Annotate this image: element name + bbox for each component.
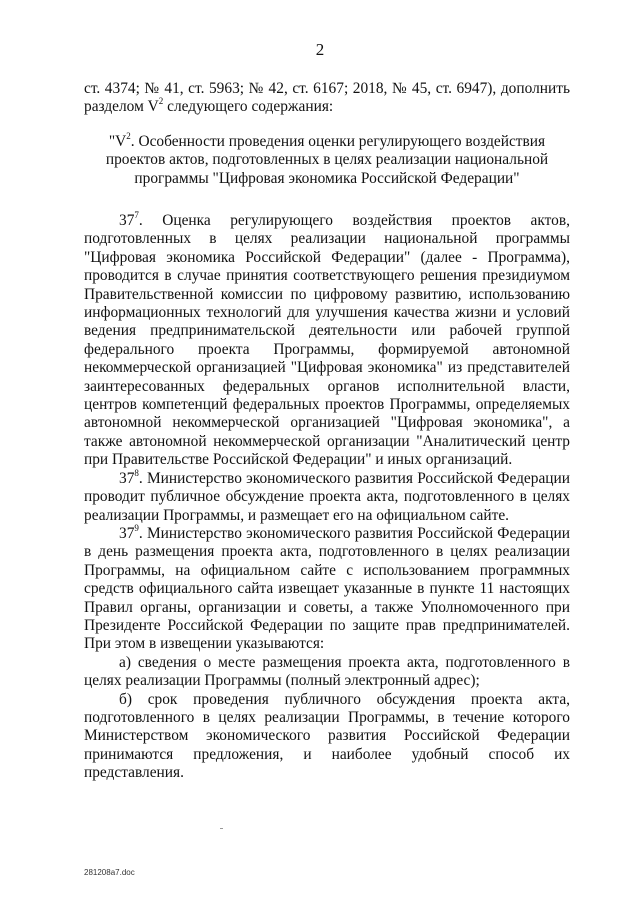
paragraph-37-7 (84, 212, 570, 470)
paragraph-number-sup: 7 (134, 210, 139, 220)
intro-line-2-pre: разделом V (84, 98, 159, 116)
section-content (84, 212, 570, 783)
paragraph-number-sup: 9 (134, 522, 139, 533)
intro-line-2-sup: 2 (158, 96, 164, 107)
paragraph-37-8 (84, 467, 570, 525)
subitem-b (84, 691, 570, 783)
paragraph-text: . Оценка регулирующего воздействия проектов актов, подготовленных в целях реализации национальной программы "Цифровая экономика Российской Федерации" (далее - Программа), проводится в случае принятия соответствующего решения президиумом Правительственной комиссии по цифровому развитию, использованию информационных технологий для улучшения качества жизни и условий ведения предпринимательской деятельности или рабочей группой федерального проекта Программы, формируемой автономной некоммерческой организацией "Цифровая экономика" из представителей заинтересованных федеральных органов исполнительной власти, центров компетенций федеральных проектов Программы, определяемых автономной некоммерческой организацией "Цифровая экономика", а также автономной некоммерческой организации "Аналитический центр при Правительстве Российской Федерации" и иных организаций. (84, 212, 570, 469)
intro-line-2-post: следующего содержания: (163, 98, 334, 116)
subitem-text: б) срок проведения публичного обсуждения проекта акта, подготовленного в целях реализации Программы, в течение которого Министерством экономического развития Российской Федерации принимаются предложения, и наиболее удобный способ их представления. (84, 690, 570, 782)
document-code-footer: 281208а7.doc (84, 868, 135, 877)
page-number: 2 (315, 40, 325, 59)
intro-line-2 (84, 98, 333, 115)
paragraph-number: 37 (119, 524, 135, 542)
paragraph-text: . Министерство экономического развития Российской Федерации проводит публичное обсуждение проекта акта, подготовленного в целях реализации Программы, и размещает его на официальном сайте. (84, 469, 570, 524)
paragraph-text: . Министерство экономического развития Российской Федерации в день размещения проекта акта, подготовленного в целях реализации Программы, на официальном сайте с использованием программных средств официального сайта извещает указанные в пункте 11 настоящих Правил органы, организации и советы, а также Уполномоченного при Президенте Российской Федерации по защите прав предпринимателей. При этом в извещении указываются: (84, 524, 570, 653)
paragraph-37-9 (84, 522, 570, 654)
intro-text (84, 80, 570, 117)
subitem-text: а) сведения о месте размещения проекта акта, подготовленного в целях реализации Программы (полный электронный адрес); (84, 653, 570, 690)
section-heading-sup: 2 (126, 131, 131, 141)
paragraph-number-sup: 8 (134, 467, 139, 478)
section-heading-pre: "V (108, 133, 127, 150)
section-heading-text: . Особенности проведения оценки регулирующего воздействия проектов актов, подготовленных в целях реализации национальной программы "Цифровая экономика Российской Федерации" (105, 133, 549, 187)
paragraph-number: 37 (119, 469, 135, 487)
paragraph-number: 37 (119, 212, 135, 229)
scan-speck (220, 828, 223, 829)
subitem-a (84, 654, 570, 691)
section-heading (84, 133, 570, 188)
intro-line-1: ст. 4374; № 41, ст. 5963; № 42, ст. 6167; 2018, № 45, ст. 6947), дополнить (84, 80, 570, 97)
